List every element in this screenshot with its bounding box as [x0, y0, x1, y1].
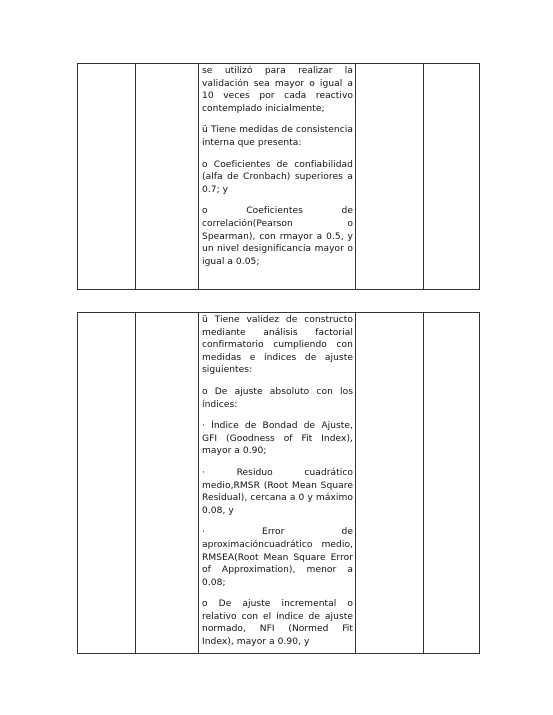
document-table-1 [77, 63, 480, 290]
paragraph: o Coeficientes de confiabilidad (alfa de Cronbach) superiores a 0.7; y [202, 159, 353, 195]
paragraph: · Error de aproximacióncuadrático medio, RMSEA(Root Mean Square Error of Approximation), menor a 0.08; [202, 527, 353, 588]
paragraph: o Coeficientes de correlación(Pearson o Spearman), con rmayor a 0.5, y un nivel designificancia mayor o igual a 0.05; [202, 206, 353, 267]
paragraph: se utilizó para realizar la validación sea mayor o igual a 10 veces por cada reactivo contemplado inicialmente; [202, 66, 353, 114]
table-cell-text [199, 64, 356, 290]
table-cell-empty [424, 64, 480, 290]
table-cell-empty [136, 313, 199, 654]
paragraph: o De ajuste absoluto con los índices: [202, 386, 353, 410]
table-cell-empty [356, 64, 424, 290]
table-cell-text [199, 313, 356, 654]
paragraph: ü Tiene validez de constructo mediante análisis factorial confirmatorio cumpliendo con medidas e índices de ajuste siguientes: [202, 315, 353, 376]
table-cell-empty [356, 313, 424, 654]
paragraph: · Índice de Bondad de Ajuste, GFI (Goodness of Fit Index), mayor a 0.90; [202, 421, 353, 457]
table-row [78, 313, 480, 654]
table-cell-empty [136, 64, 199, 290]
paragraph: · Residuo cuadrático medio,RMSR (Root Mean Square Residual), cercana a 0 y máximo 0.08, y [202, 467, 353, 516]
table-cell-empty [78, 64, 136, 290]
table-cell-empty [78, 313, 136, 654]
document-table-2 [77, 312, 480, 654]
table-row [78, 64, 480, 290]
table-cell-empty [424, 313, 480, 654]
paragraph: ü Tiene medidas de consistencia interna que presenta: [202, 125, 353, 148]
paragraph: o De ajuste incremental o relativo con el índice de ajuste normado, NFI (Normed Fit Index), mayor a 0.90, y [202, 599, 353, 648]
